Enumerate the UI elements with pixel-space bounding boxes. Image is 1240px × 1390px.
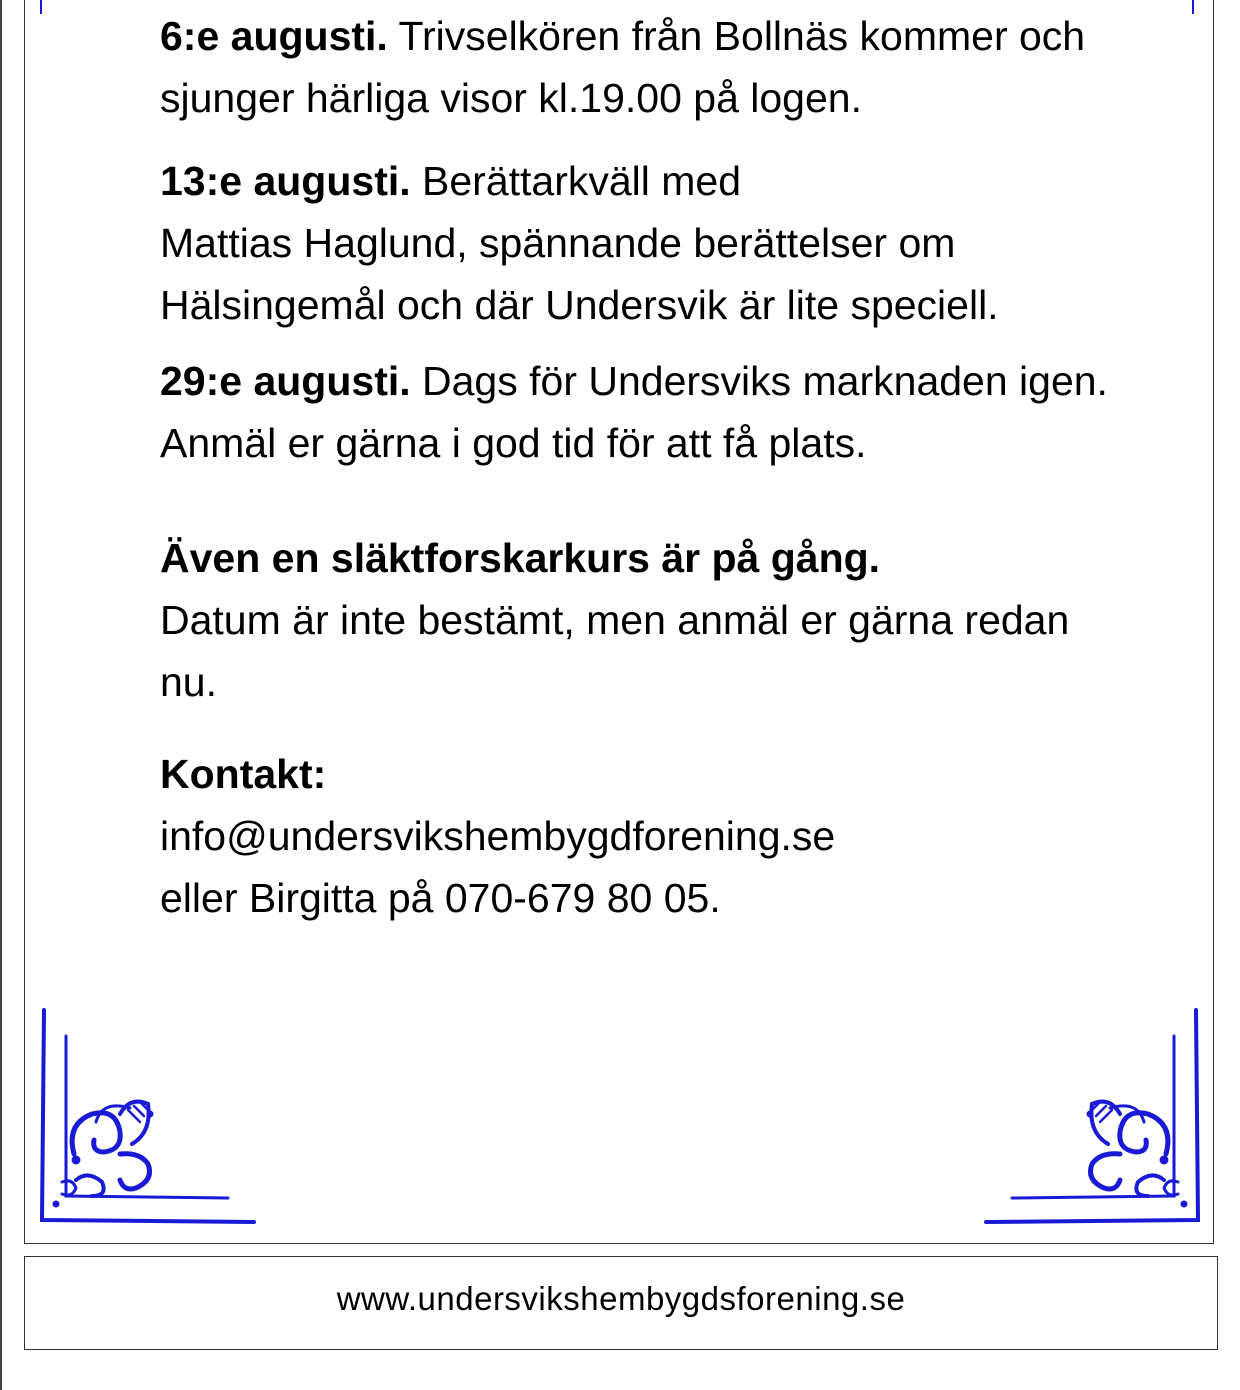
- event-text: Berättarkväll med: [410, 158, 742, 204]
- footer: [24, 1256, 1218, 1350]
- event-date: 29:e augusti.: [160, 358, 411, 404]
- contact-email[interactable]: info@undersvikshembygdforening.se: [160, 813, 836, 859]
- event-item: [160, 5, 1120, 129]
- event-date: 6:e augusti.: [160, 13, 388, 59]
- contact-heading: Kontakt:: [160, 751, 327, 797]
- event-text-continued: Anmäl er gärna i god tid för att få plats.: [160, 420, 867, 466]
- top-right-tick: [1192, 0, 1194, 14]
- event-item: [160, 350, 1120, 412]
- footer-url[interactable]: www.undersvikshembygdsforening.se: [336, 1280, 906, 1317]
- event-list: [160, 5, 1120, 929]
- event-date: 13:e augusti.: [160, 158, 411, 204]
- page-edge: [0, 0, 2, 1390]
- corner-ornament-left-icon: [36, 1004, 260, 1228]
- course-heading: Även en släktforskarkurs är på gång.: [160, 535, 881, 581]
- event-text: Dags för Undersviks marknaden igen.: [410, 358, 1108, 404]
- event-text: Trivselkören från Bollnäs kommer och sjunger härliga visor kl.19.00 på logen.: [160, 13, 1086, 121]
- course-text: Datum är inte bestämt, men anmäl er gärna redan nu.: [160, 597, 1070, 705]
- event-text-continued: Mattias Haglund, spännande berättelser om Hälsingemål och där Undersvik är lite speciell.: [160, 220, 999, 328]
- top-left-tick: [40, 0, 42, 14]
- corner-ornament-right-icon: [980, 1004, 1204, 1228]
- contact-phone: eller Birgitta på 070-679 80 05.: [160, 875, 721, 921]
- event-item: [160, 150, 1120, 212]
